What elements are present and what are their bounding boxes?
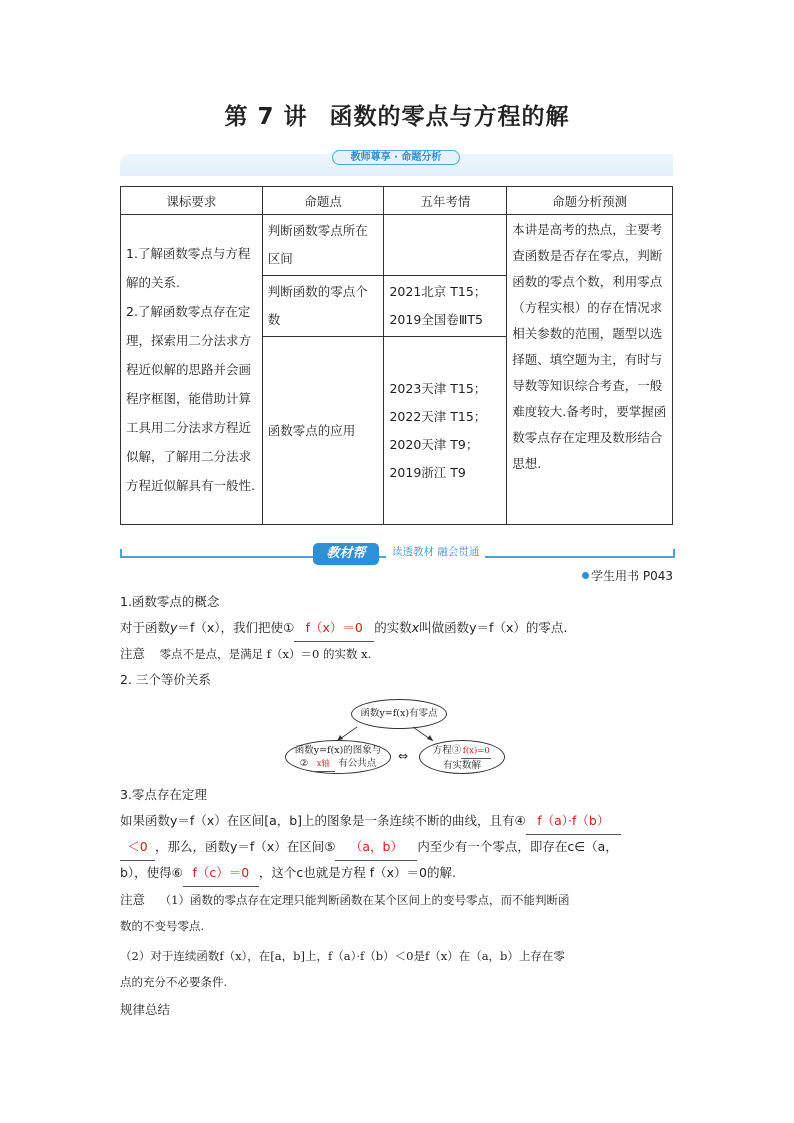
year-cell: 2023天津 T15； 2022天津 T15； 2020天津 T9； 2019浙江 T9 [384, 337, 507, 525]
equivalence-icon: ⇔ [398, 749, 409, 763]
textbook-tag: 教材帮 [313, 543, 379, 565]
note: （2）对于连续函数f（x），在[a，b]上，f（a）·f（b）＜0是f（x）在（a，b）上存在零 [120, 949, 565, 963]
answer-blank: f（a）·f（b） [526, 808, 621, 835]
page-title [0, 98, 794, 131]
node-equation-root: 方程③f(x)=0 有实数解 [419, 740, 505, 774]
year-cell: 2021北京 T15； 2019全国卷ⅢT5 [384, 276, 507, 337]
textbook-banner [120, 540, 675, 564]
table-header-row [121, 187, 673, 215]
point-cell: 判断函数零点所在区间 [262, 215, 384, 276]
theorem-line-2: ＜0 ，那么，函数y＝f（x）在区间⑤ （a，b） 内至少有一个零点，即存在c∈（a， [120, 834, 680, 861]
point-cell: 函数零点的应用 [262, 337, 384, 525]
answer-blank: f（x）＝0 [294, 615, 374, 642]
note-cont: 点的充分不必要条件. [120, 975, 228, 989]
equivalence-diagram [285, 697, 490, 777]
lecture-number: 第 7 讲 [224, 104, 308, 130]
table-row [121, 215, 673, 276]
table-header: 命题点 [262, 187, 384, 215]
lecture-title: 函数的零点与方程的解 [329, 104, 570, 130]
note: 注意 零点不是点，是满足 f（x）＝0 的实数 x. [120, 646, 372, 661]
table-header: 课标要求 [121, 187, 263, 215]
point-cell: 判断函数的零点个数 [262, 276, 384, 337]
note-cont: 数的不变号零点. [120, 919, 205, 933]
analysis-cell: 本讲是高考的热点，主要考查函数是否存在零点，判断函数的零点个数，利用零点（方程实根）的存在情况求相关参数的范围，题型以选择题、填空题为主，有时与导数等知识综合考查，一般难度较大.备考时，要掌握函数零点存在定理及数形结合思想. [507, 215, 673, 525]
section-heading: 1.函数零点的概念 [120, 594, 220, 609]
teacher-banner-label: 教师尊享 · 命题分析 [332, 150, 460, 165]
answer-blank: f（c）＝0 [183, 860, 259, 887]
node-has-zero: 函数y=f(x)有零点 [351, 699, 447, 729]
year-cell [384, 215, 507, 276]
answer-blank: ＜0 [120, 834, 155, 861]
theorem-line-3: b），使得⑥ f（c）＝0 ，这个c也就是方程 f（x）＝0的解. [120, 860, 680, 887]
answer-blank: （a，b） [335, 834, 417, 861]
table-header: 命题分析预测 [507, 187, 673, 215]
section-heading: 2. 三个等价关系 [120, 672, 211, 687]
user-book-ref: 学生用书 P043 [582, 567, 673, 584]
section-heading: 规律总结 [120, 1002, 171, 1017]
bullet-dot-icon [582, 572, 589, 579]
table-header: 五年考情 [384, 187, 507, 215]
zero-definition: 对于函数y＝f（x），我们把使① f（x）＝0 的实数x叫做函数y＝f（x）的零点. [120, 615, 680, 642]
textbook-subtitle: 读透教材 融会贯通 [386, 544, 485, 560]
theorem-line-1: 如果函数y＝f（x）在区间[a，b]上的图象是一条连续不断的曲线，且有④ f（a）·f（b） [120, 808, 680, 835]
teacher-banner [120, 150, 673, 176]
section-heading: 3.零点存在定理 [120, 787, 207, 802]
note: 注意 （1）函数的零点存在定理只能判断函数在某个区间上的变号零点，而不能判断函 [120, 892, 570, 907]
node-graph-x-axis: 函数y=f(x)的图象与 ② x轴 有公共点 [285, 740, 391, 774]
analysis-table [120, 186, 673, 525]
requirement-cell: 1.了解函数零点与方程解的关系. 2.了解函数零点存在定理，探索用二分法求方程近似解的思路并会画程序框图，能借助计算工具用二分法求方程近似解，了解用二分法求方程近似解具有一般性. [121, 215, 263, 525]
